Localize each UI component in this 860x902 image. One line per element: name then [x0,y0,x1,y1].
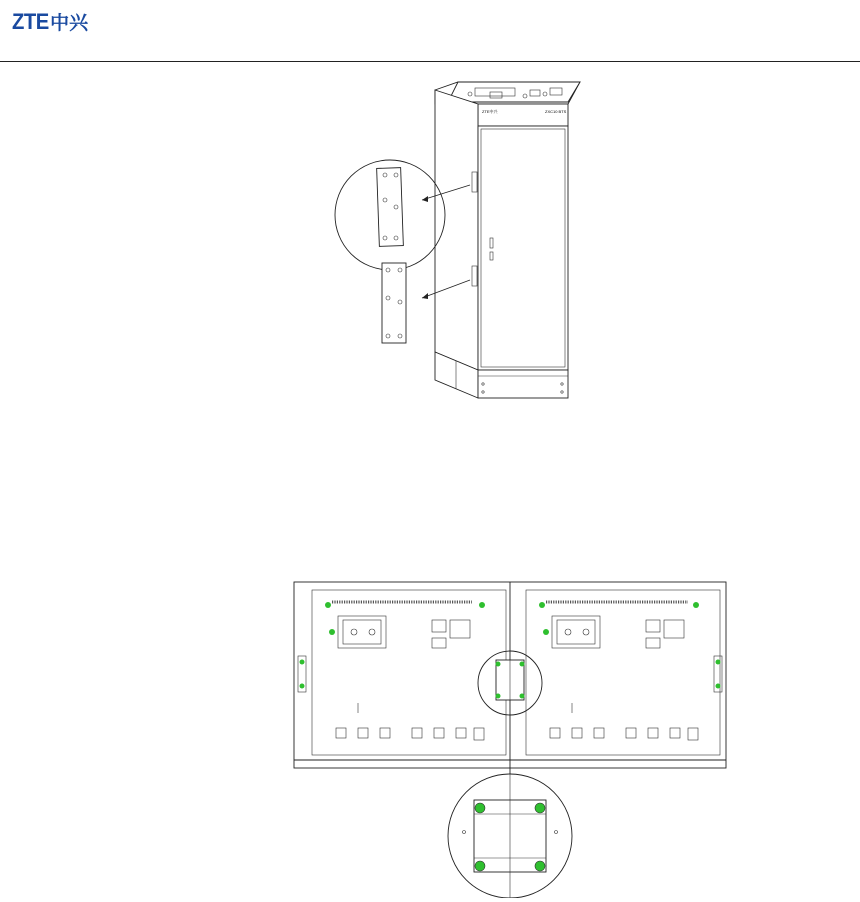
logo-cjk-text: 中兴 [50,12,89,34]
page-header [0,0,860,64]
zte-logo [12,8,88,35]
cabinet-top-label-left: ZTE中兴 [482,109,498,114]
cabinet-figure [330,80,600,405]
header-divider [0,61,860,62]
cabinet-illustration [330,80,600,405]
cabinet-icon [435,82,580,398]
cabinet-top-label-right: ZXC10 BTS [545,109,567,114]
panel-illustration [290,578,730,898]
logo-latin-text: ZTE [12,8,49,34]
panel-figure [290,578,730,898]
magnifier-icon [448,651,572,898]
